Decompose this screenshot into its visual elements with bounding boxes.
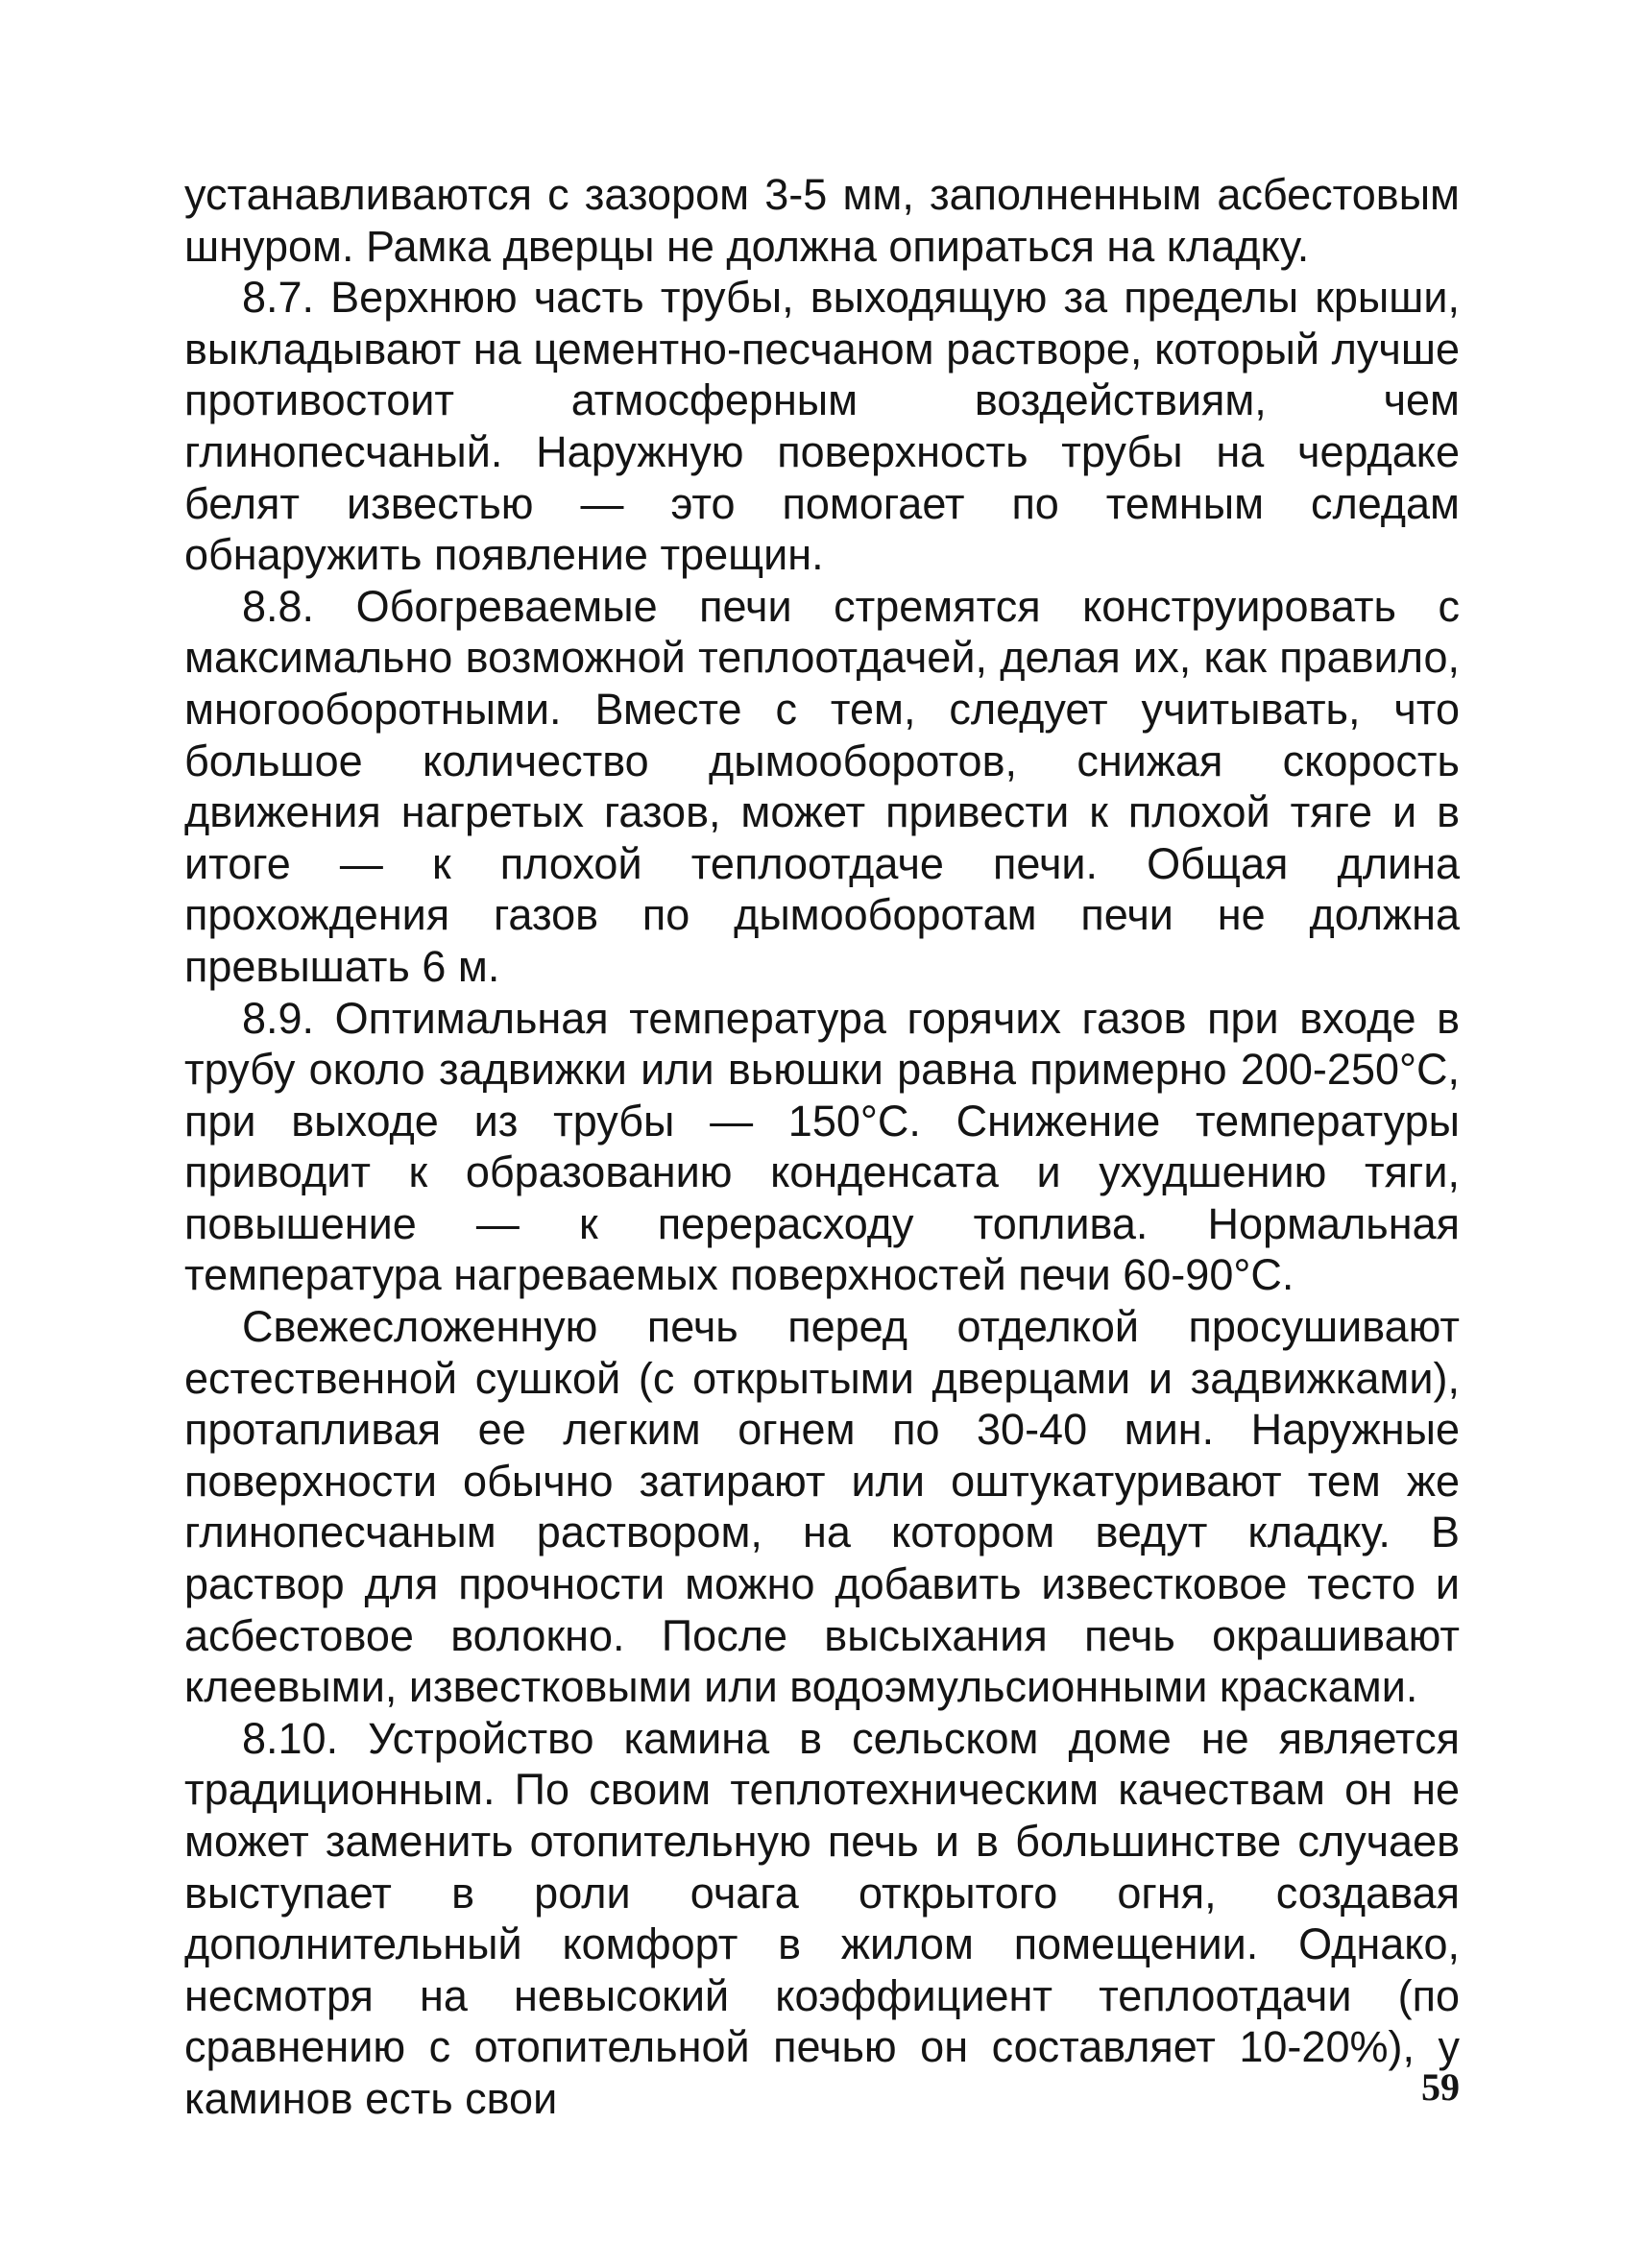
- page-number: 59: [1421, 2065, 1460, 2109]
- paragraph-8-10: 8.10. Устройство камина в сельском доме не является традиционным. По своим теплотехническим качествам он не может заменить отопительную печь и в большинстве случаев выступает в роли очага открытого огня, создавая дополнительный комфорт в жилом помещении. Однако, несмотря на невысокий коэффициент теплоотдачи (по сравнению с отопительной печью он составляет 10-20%), у каминов есть свои: [184, 1713, 1460, 2123]
- paragraph-8-8: 8.8. Обогреваемые печи стремятся конструировать с максимально возможной теплоотдачей, делая их, как правило, многооборотными. Вместе с тем, следует учитывать, что большое количество дымооборотов, снижая скорость движения нагретых газов, может привести к плохой тяге и в итоге — к плохой теплоотдаче печи. Общая длина прохождения газов по дымооборотам печи не должна превышать 6 м.: [184, 581, 1460, 991]
- paragraph-8-7: 8.7. Верхнюю часть трубы, выходящую за пределы крыши, выкладывают на цементно-песчаном растворе, который лучше противостоит атмосферным воздействиям, чем глинопесчаный. Наружную поверхность трубы на чердаке белят известью — это помогает по темным следам обнаружить появление трещин.: [184, 273, 1460, 580]
- paragraph-drying: Свежесложенную печь перед отделкой просушивают естественной сушкой (с открытыми дверцами и задвижками), протапливая ее легким огнем по 30-40 мин. Наружные поверхности обычно затирают или оштукатуривают тем же глинопесчаным раствором, на котором ведут кладку. В раствор для прочности можно добавить известковое тесто и асбестовое волокно. После высыхания печь окрашивают клеевыми, известковыми или водоэмульсионными красками.: [184, 1302, 1460, 1712]
- paragraph-8-9: 8.9. Оптимальная температура горячих газов при входе в трубу около задвижки или вьюшки равна примерно 200-250°С, при выходе из трубы — 150°С. Снижение температуры приводит к образованию конденсата и ухудшению тяги, повышение — к перерасходу топлива. Нормальная температура нагреваемых поверхностей печи 60-90°С.: [184, 993, 1460, 1300]
- body-text: [184, 169, 1460, 2125]
- paragraph-continued: устанавливаются с зазором 3-5 мм, заполненным асбестовым шнуром. Рамка дверцы не должна опираться на кладку.: [184, 170, 1460, 271]
